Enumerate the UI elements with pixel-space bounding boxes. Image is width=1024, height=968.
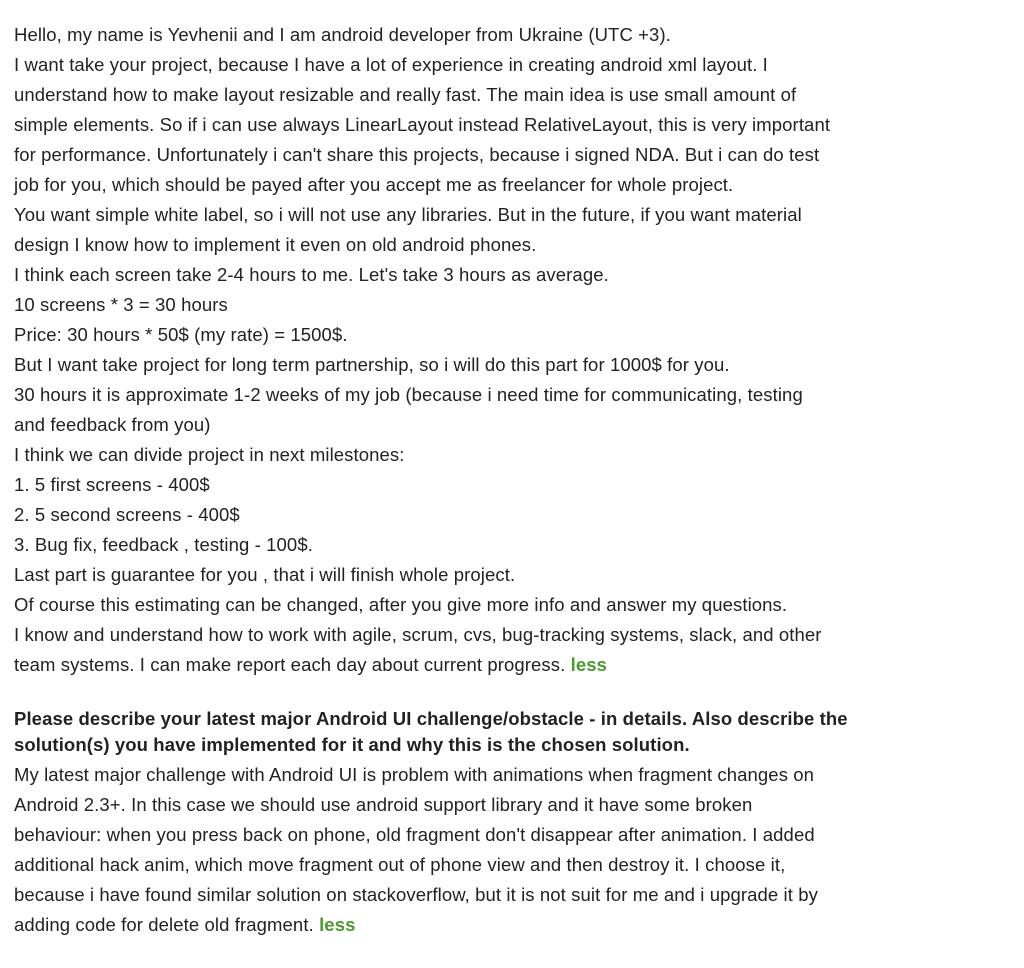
answer-line: My latest major challenge with Android UI is problem with animations when fragment changes on [14,764,815,785]
cover-letter-line: I think each screen take 2-4 hours to me. Let's take 3 hours as average. [14,264,609,285]
cover-letter-line: 10 screens * 3 = 30 hours [14,294,228,315]
question-text: solution(s) you have implemented for it and why this is the chosen solution. [14,734,690,755]
cover-letter-line: I want take your project, because I have a lot of experience in creating android xml layout. I [14,54,768,75]
cover-letter-line: job for you, which should be payed after you accept me as freelancer for whole project. [14,174,734,195]
answer-body [14,760,1014,940]
cover-letter-line: and feedback from you) [14,414,211,435]
cover-letter-line: I think we can divide project in next milestones: [14,444,405,465]
cover-letter-last-line [14,650,1014,680]
cover-letter-section [14,20,1014,680]
cover-letter-line: for performance. Unfortunately i can't share this projects, because i signed NDA. But i can do test [14,144,820,165]
cover-letter-line: 2. 5 second screens - 400$ [14,504,240,525]
cover-letter-line: design I know how to implement it even on old android phones. [14,234,537,255]
cover-letter-last-text: team systems. I can make report each day about current progress. [14,654,566,675]
answer-line: because i have found similar solution on stackoverflow, but it is not suit for me and i upgrade it by [14,884,818,905]
cover-letter-line: Of course this estimating can be changed, after you give more info and answer my questions. [14,594,788,615]
cover-letter-less-link[interactable]: less [570,654,608,675]
answer-last-text: adding code for delete old fragment. [14,914,314,935]
answer-last-line [14,910,1014,940]
answer-line: Android 2.3+. In this case we should use android support library and it have some broken [14,794,753,815]
cover-letter-line: simple elements. So if i can use always LinearLayout instead RelativeLayout, this is very important [14,114,831,135]
cover-letter-line: 30 hours it is approximate 1-2 weeks of my job (because i need time for communicating, testing [14,384,803,405]
answer-line: behaviour: when you press back on phone, old fragment don't disappear after animation. I added [14,824,815,845]
cover-letter-line: understand how to make layout resizable and really fast. The main idea is use small amount of [14,84,797,105]
cover-letter-line: 3. Bug fix, feedback , testing - 100$. [14,534,313,555]
cover-letter-line: You want simple white label, so i will not use any libraries. But in the future, if you want material [14,204,802,225]
question-text: Please describe your latest major Android UI challenge/obstacle - in details. Also describe the [14,708,848,729]
question-answer-section [14,706,1014,940]
answer-line: additional hack anim, which move fragment out of phone view and then destroy it. I choose it, [14,854,786,875]
cover-letter-line: Last part is guarantee for you , that i will finish whole project. [14,564,516,585]
cover-letter-line: 1. 5 first screens - 400$ [14,474,210,495]
cover-letter-line: I know and understand how to work with agile, scrum, cvs, bug-tracking systems, slack, and other [14,624,822,645]
cover-letter-line: Hello, my name is Yevhenii and I am android developer from Ukraine (UTC +3). [14,24,671,45]
cover-letter-line: But I want take project for long term partnership, so i will do this part for 1000$ for you. [14,354,730,375]
answer-less-link[interactable]: less [319,914,356,935]
cover-letter-line: Price: 30 hours * 50$ (my rate) = 1500$. [14,324,348,345]
